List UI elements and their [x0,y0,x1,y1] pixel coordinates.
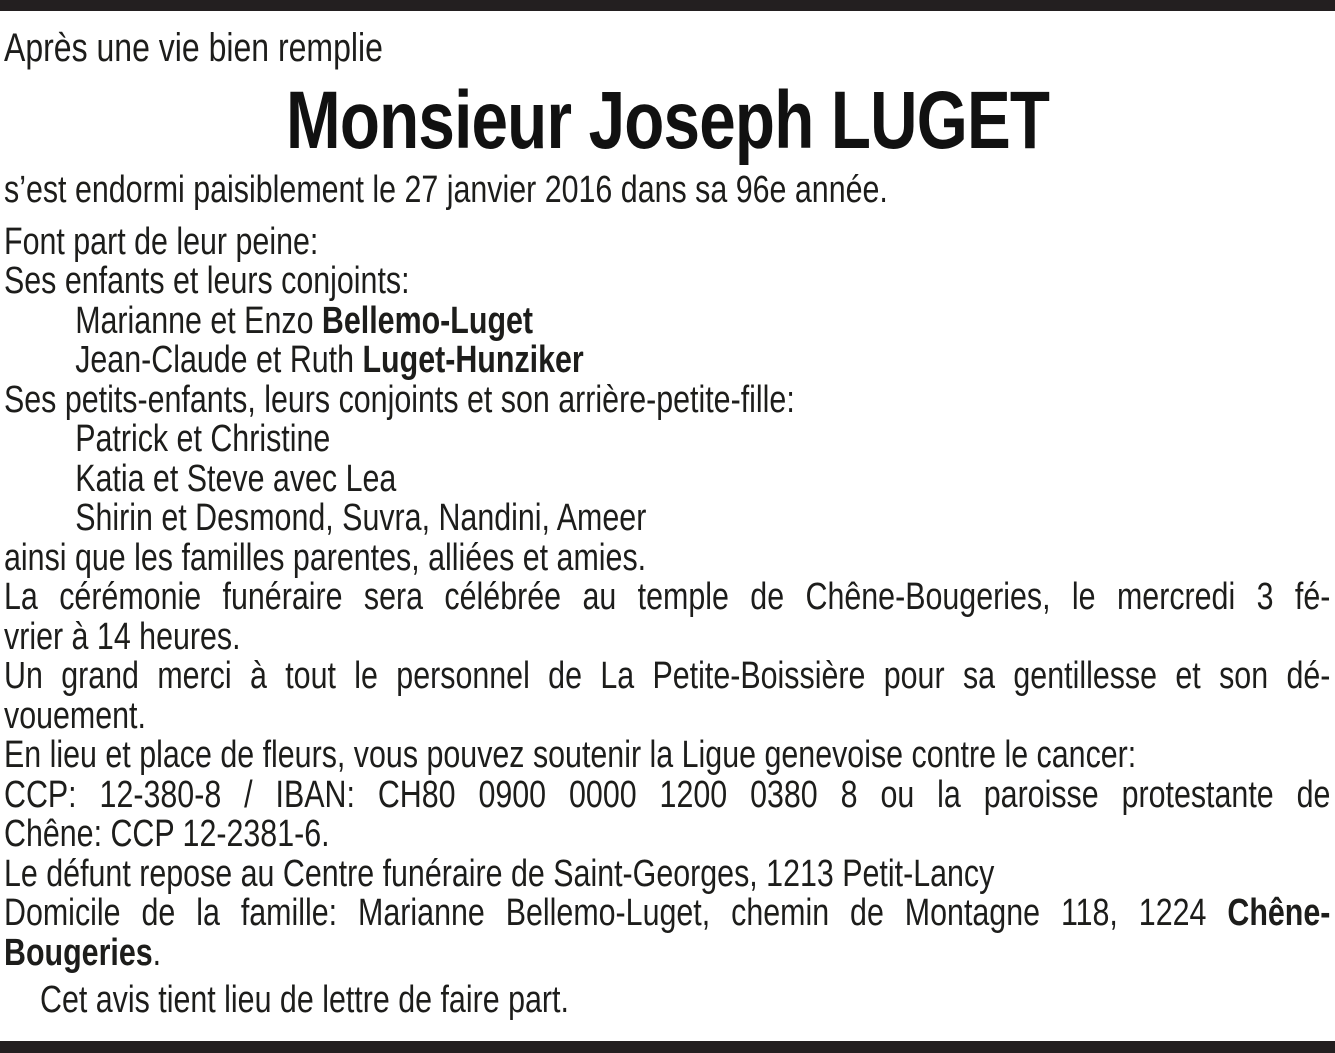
domicile-line-1 [0,894,1335,934]
child-1-names: Marianne et Enzo [75,299,322,342]
children-header: Ses enfants et leurs conjoints: [4,260,410,302]
intro-line: Après une vie bien remplie [4,26,383,70]
child-2-names: Jean-Claude et Ruth [75,339,363,381]
domicile-end-punctuation: . [152,931,162,974]
domicile-town-part-1: Chêne- [1227,892,1331,934]
closing-line: Cet avis tient lieu de lettre de faire part. [40,979,569,1021]
domicile-line-2 [0,931,1335,974]
donation-account-line-2: Chêne: CCP 12-2381-6. [4,813,330,855]
grandchild-line-2: Katia et Steve avec Lea [75,457,397,500]
domicile-address: Domicile de la famille: Marianne Bellemo-Luget, chemin de Montagne 118, 1224 [4,892,1228,934]
grandchild-line-1: Patrick et Christine [75,418,331,460]
donation-intro-line: En lieu et place de fleurs, vous pouvez soutenir la Ligue genevoise contre le cancer: [4,734,1137,776]
ceremony-line-2: vrier à 14 heures. [4,615,241,658]
families-line: ainsi que les familles parentes, alliées et amies. [4,536,647,579]
child-line-1 [0,299,1335,342]
child-1-family-name: Bellemo-Luget [321,299,534,342]
child-line-2 [0,341,1335,381]
ceremony-line-1: La cérémonie funéraire sera célébrée au temple de Chêne-Bougeries, le mercredi 3 fé- [4,576,1331,618]
bottom-rule [0,1041,1335,1053]
thanks-line-2: vouement. [4,694,146,737]
thanks-line-1: Un grand merci à tout le personnel de La Petite-Boissière pour sa gentillesse et son dé- [4,655,1331,697]
donation-account-line: CCP: 12-380-8 / IBAN: CH80 0900 0000 1200 0380 8 ou la paroisse protestante de [4,773,1331,816]
repose-line: Le défunt repose au Centre funéraire de Saint-Georges, 1213 Petit-Lancy [4,852,995,895]
grandchildren-header: Ses petits-enfants, leurs conjoints et son arrière-petite-fille: [4,378,795,421]
grief-line: Font part de leur peine: [4,220,319,263]
grandchild-line-3: Shirin et Desmond, Suvra, Nandini, Ameer [75,497,647,539]
child-2-family-name: Luget-Hunziker [362,339,584,381]
deceased-name-title: Monsieur Joseph LUGET [286,75,1050,166]
death-line: s’est endormi paisiblement le 27 janvier 2016 dans sa 96e année. [4,169,888,211]
domicile-town-part-2: Bougeries [4,931,153,974]
